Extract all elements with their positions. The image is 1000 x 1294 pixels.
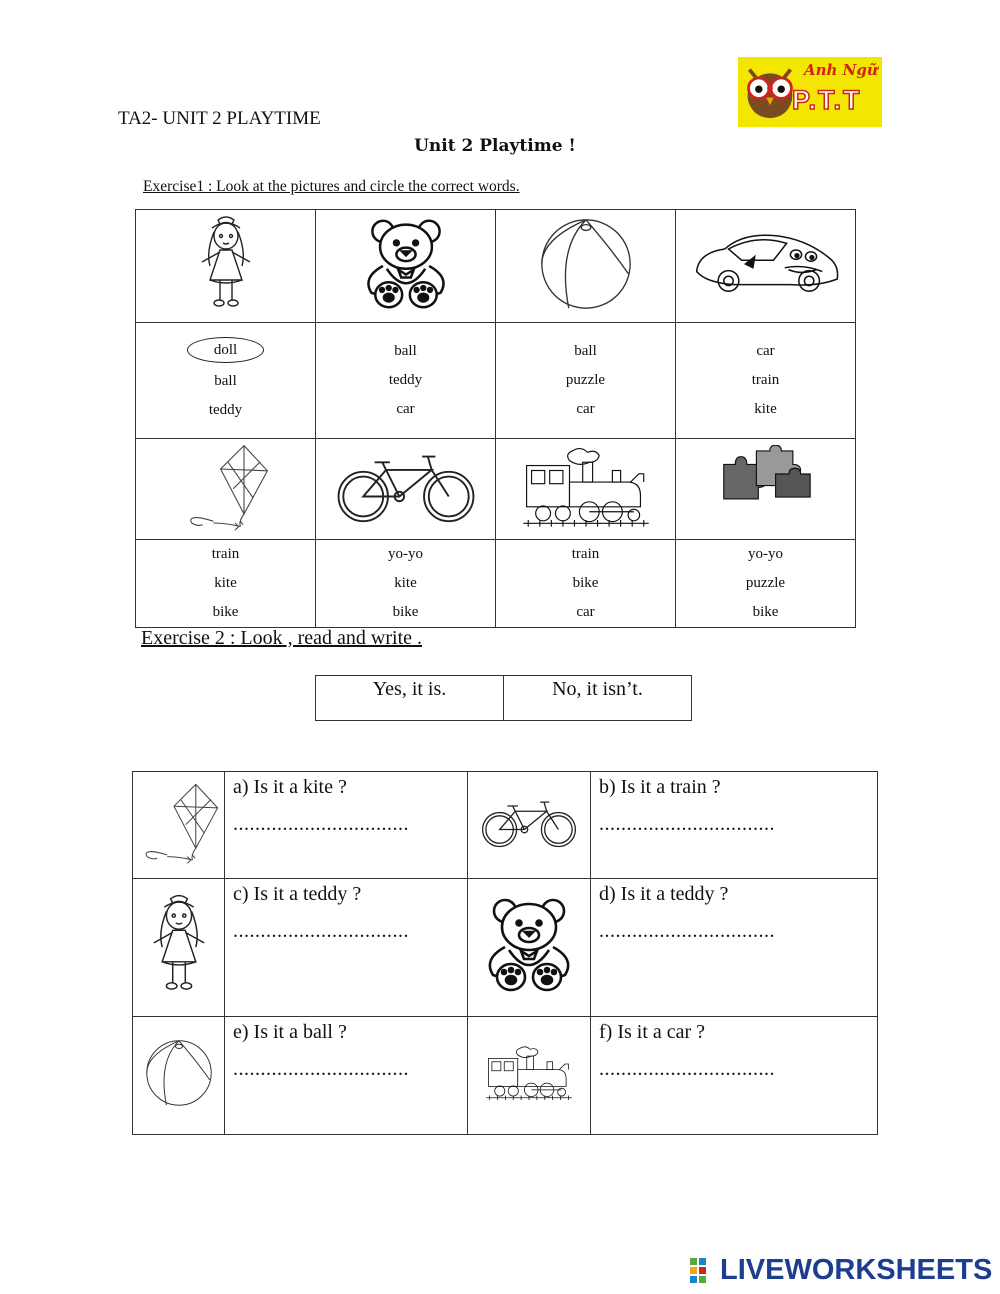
liveworksheets-logo-icon xyxy=(690,1258,716,1284)
word-option[interactable]: kite xyxy=(394,575,417,591)
question-text: a) Is it a kite ? xyxy=(233,776,347,798)
picture-cell xyxy=(136,210,316,323)
word-option[interactable]: bike xyxy=(212,604,239,620)
word-option[interactable]: yo-yo xyxy=(748,546,783,562)
answer-blank[interactable]: ................................ xyxy=(599,813,775,835)
picture-cell xyxy=(676,210,856,323)
picture-cell xyxy=(133,879,225,1017)
word-choice-cell xyxy=(316,540,496,628)
choice-yes: Yes, it is. xyxy=(316,676,504,721)
exercise1-table xyxy=(135,209,856,628)
picture-cell xyxy=(133,1017,225,1135)
puzzle-icon xyxy=(718,445,814,503)
picture-cell xyxy=(133,772,225,879)
question-text: b) Is it a train ? xyxy=(599,776,721,798)
word-option[interactable]: ball xyxy=(214,373,237,389)
answer-blank[interactable]: ................................ xyxy=(599,1058,775,1080)
doll-icon xyxy=(181,214,271,314)
word-option[interactable]: car xyxy=(756,343,775,359)
word-choice-cell xyxy=(316,323,496,439)
ball-icon xyxy=(144,1023,214,1123)
question-text: c) Is it a teddy ? xyxy=(233,883,362,905)
exercise1-word-row xyxy=(136,540,856,628)
question-row xyxy=(133,1017,878,1135)
kite-icon xyxy=(137,781,221,865)
teddy-bear-icon xyxy=(344,216,468,312)
teddy-bear-icon xyxy=(479,886,579,1004)
word-option[interactable]: ball xyxy=(394,343,417,359)
owl-icon xyxy=(742,63,798,121)
exercise1-word-row xyxy=(136,323,856,439)
word-option[interactable]: car xyxy=(576,401,595,417)
question-cell xyxy=(225,1017,468,1135)
train-icon xyxy=(520,444,652,530)
word-option[interactable]: car xyxy=(576,604,595,620)
footer-brand: LIVEWORKSHEETS xyxy=(720,1254,993,1286)
exercise2-title: Exercise 2 : Look , read and write . xyxy=(141,627,423,649)
logo-brand-top: Anh Ngữ xyxy=(804,61,878,79)
word-choice-cell xyxy=(136,323,316,439)
doll-icon xyxy=(137,886,221,1004)
word-option[interactable]: puzzle xyxy=(565,372,606,388)
header-code: TA2- UNIT 2 PLAYTIME xyxy=(118,108,321,129)
picture-cell xyxy=(468,772,591,879)
word-choice-cell xyxy=(496,323,676,439)
picture-cell xyxy=(468,879,591,1017)
word-option[interactable]: train xyxy=(571,546,600,562)
answer-blank[interactable]: ................................ xyxy=(233,920,409,942)
logo-brand-bottom: P.T.T xyxy=(792,85,862,115)
exercise1-picture-row xyxy=(136,439,856,540)
word-option[interactable]: bike xyxy=(572,575,599,591)
question-text: d) Is it a teddy ? xyxy=(599,883,729,905)
word-option[interactable]: bike xyxy=(392,604,419,620)
choice-no: No, it isn’t. xyxy=(504,676,692,721)
answer-blank[interactable]: ................................ xyxy=(233,813,409,835)
picture-cell xyxy=(468,1017,591,1135)
circled-word[interactable]: doll xyxy=(187,337,264,363)
question-cell xyxy=(591,1017,878,1135)
word-option[interactable]: yo-yo xyxy=(388,546,423,562)
word-option[interactable]: train xyxy=(751,372,780,388)
picture-cell xyxy=(316,439,496,540)
exercise2-table xyxy=(132,771,878,1135)
picture-cell xyxy=(316,210,496,323)
word-choice-cell xyxy=(496,540,676,628)
question-text: f) Is it a car ? xyxy=(599,1021,706,1043)
question-cell xyxy=(591,772,878,879)
ball-icon xyxy=(527,216,645,312)
question-text: e) Is it a ball ? xyxy=(233,1021,347,1043)
word-option[interactable]: teddy xyxy=(388,372,423,388)
word-option[interactable]: bike xyxy=(752,604,779,620)
word-option[interactable]: train xyxy=(211,546,240,562)
word-option[interactable]: kite xyxy=(754,401,777,417)
question-row xyxy=(133,879,878,1017)
word-choice-cell xyxy=(676,323,856,439)
word-option[interactable]: ball xyxy=(574,343,597,359)
word-choice-cell xyxy=(136,540,316,628)
exercise1-title: Exercise1 : Look at the pictures and circle the correct words. xyxy=(143,178,520,195)
picture-cell xyxy=(496,439,676,540)
answer-choice-box xyxy=(315,675,692,721)
answer-blank[interactable]: ................................ xyxy=(599,920,775,942)
bike-icon xyxy=(333,449,479,525)
train-icon xyxy=(484,1025,574,1121)
word-option[interactable]: teddy xyxy=(208,402,243,418)
word-option[interactable]: car xyxy=(396,401,415,417)
page-title: Unit 2 Playtime ! xyxy=(414,136,576,156)
answer-blank[interactable]: ................................ xyxy=(233,1058,409,1080)
word-option[interactable]: puzzle xyxy=(745,575,786,591)
question-cell xyxy=(225,772,468,879)
picture-cell xyxy=(676,439,856,540)
question-row xyxy=(133,772,878,879)
bike-icon xyxy=(480,795,578,851)
question-cell xyxy=(225,879,468,1017)
picture-cell xyxy=(136,439,316,540)
kite-icon xyxy=(171,442,281,532)
school-logo xyxy=(738,57,882,127)
question-cell xyxy=(591,879,878,1017)
picture-cell xyxy=(496,210,676,323)
word-choice-cell xyxy=(676,540,856,628)
word-option[interactable]: kite xyxy=(214,575,237,591)
car-icon xyxy=(691,224,841,304)
exercise1-picture-row xyxy=(136,210,856,323)
